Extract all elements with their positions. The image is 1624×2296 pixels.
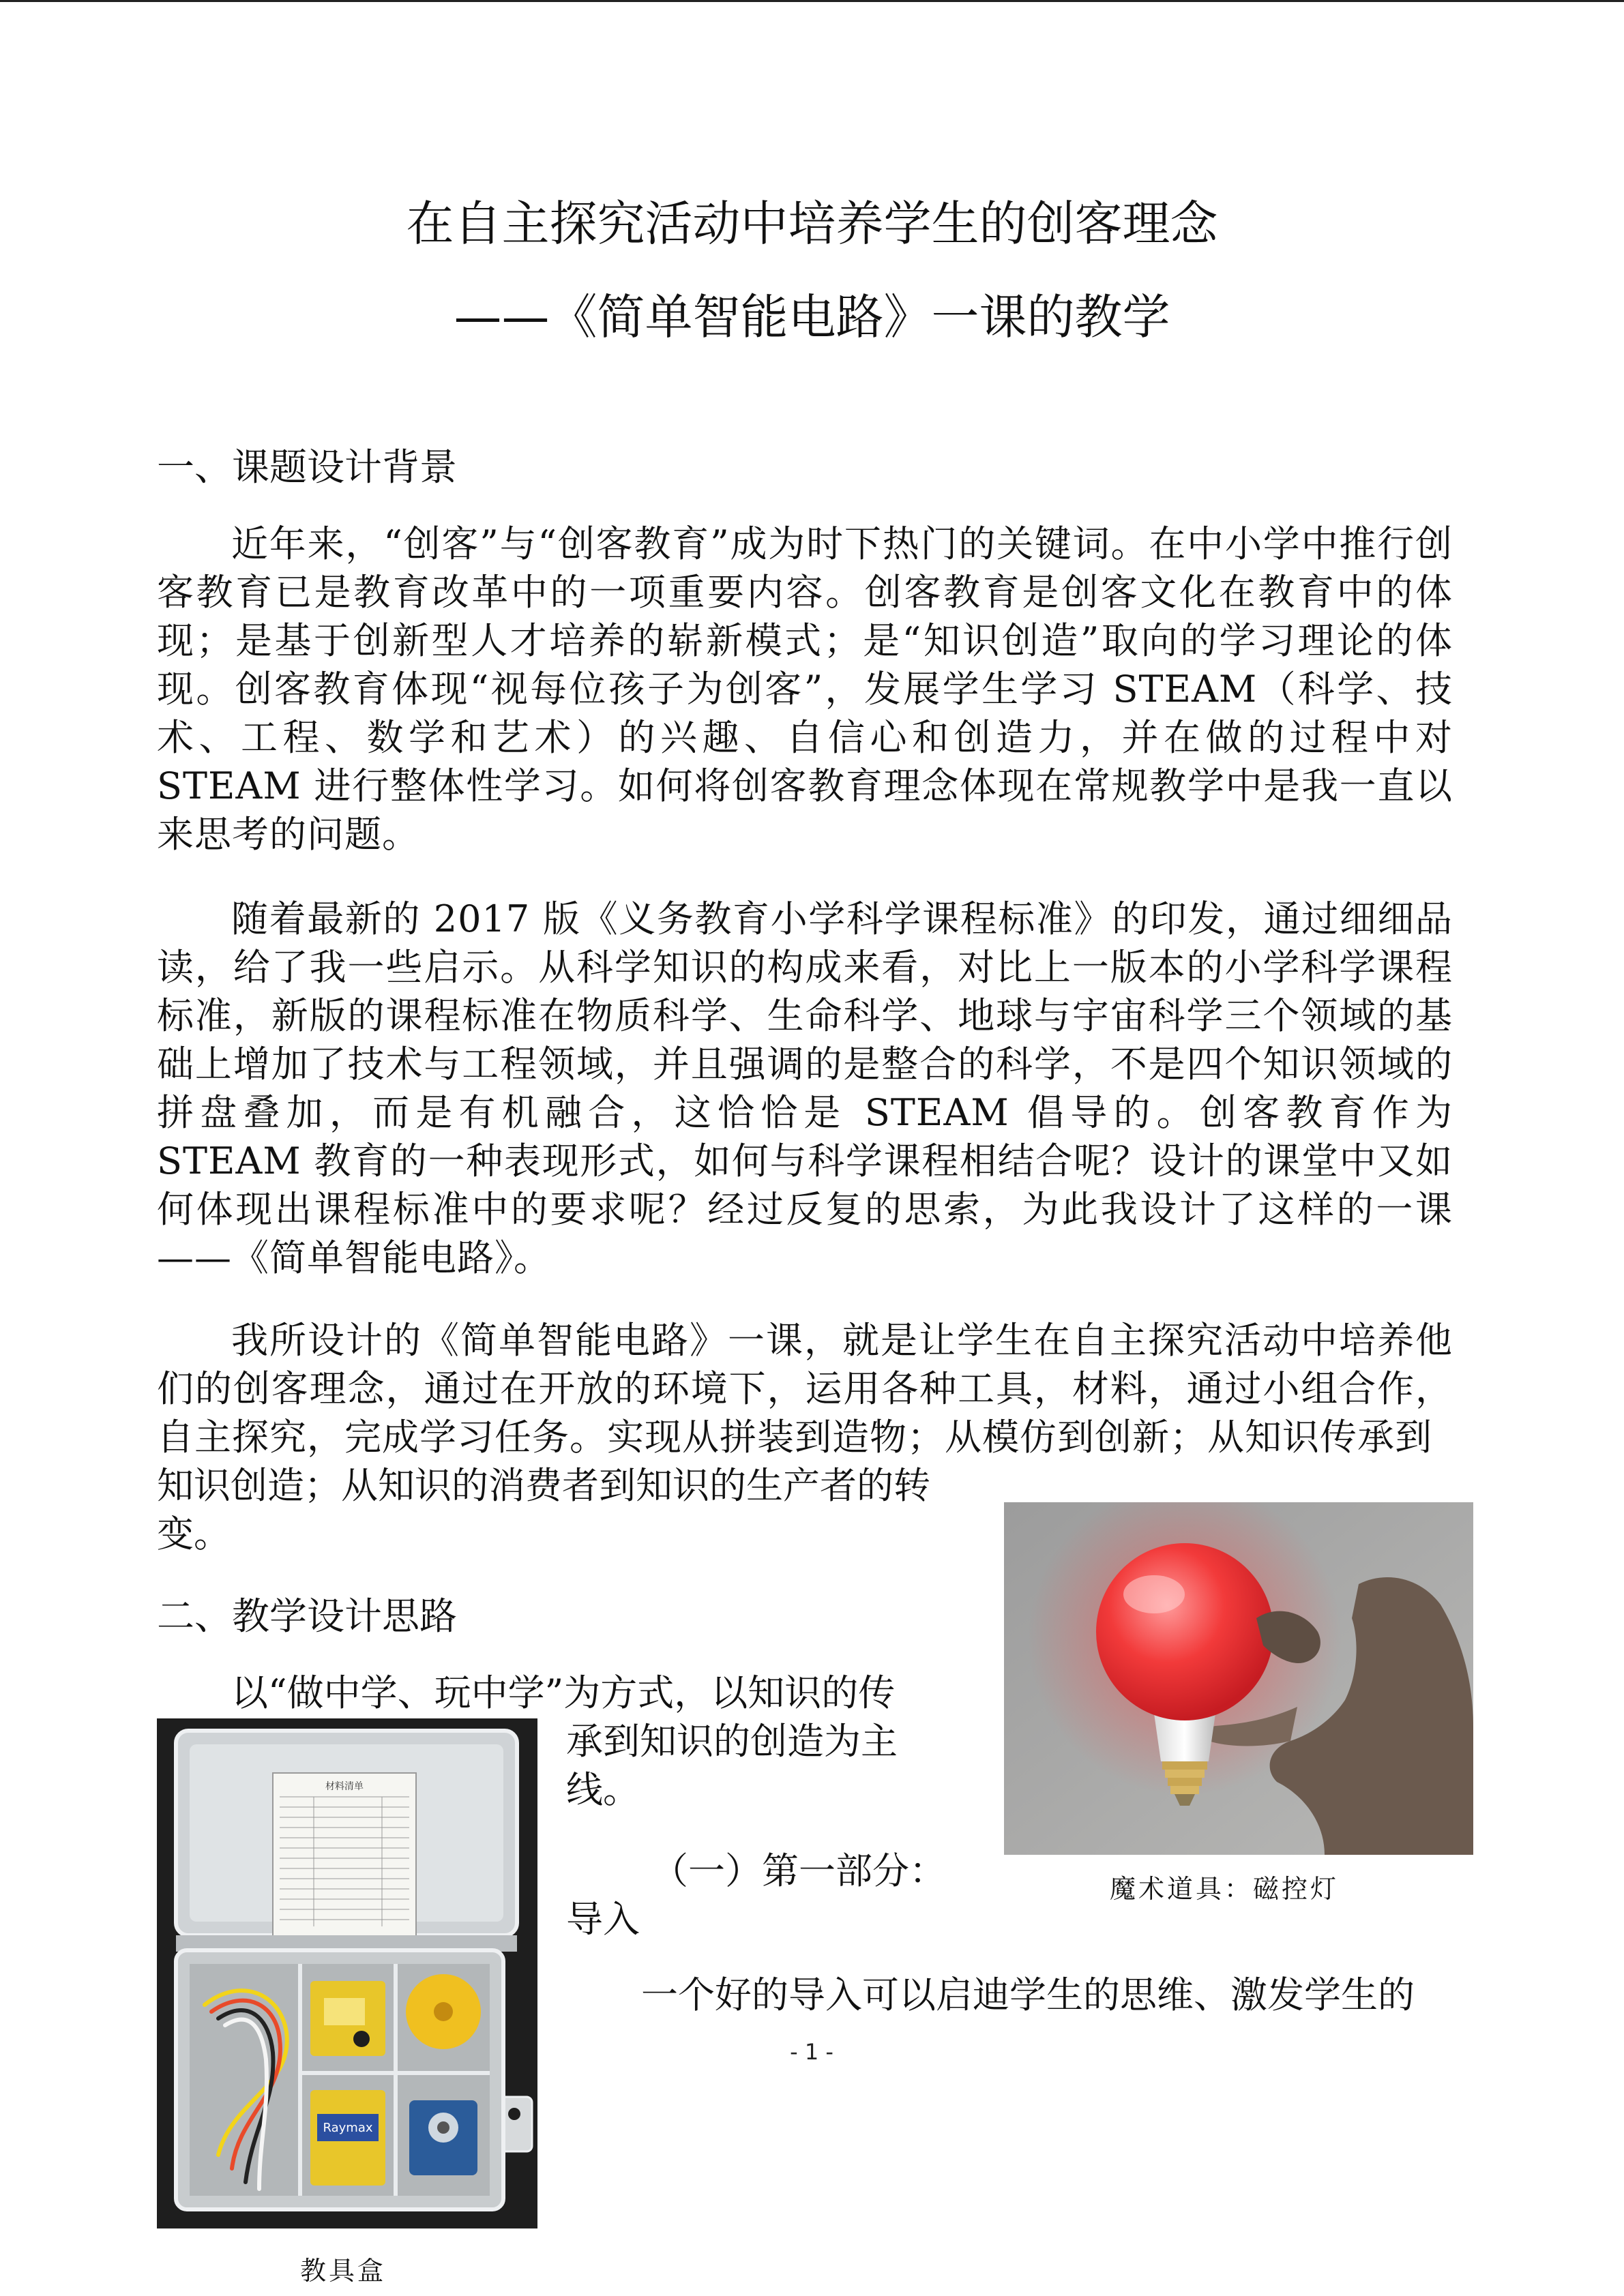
kit-caption: 教具盒: [300, 2256, 387, 2286]
document-subtitle: ——《简单智能电路》一课的教学: [454, 289, 1170, 345]
kit-box-photo: [157, 1718, 537, 2228]
document-title: 在自主探究活动中培养学生的创客理念: [406, 196, 1218, 252]
paragraph-curriculum-standard: 随着最新的 2017 版《义务教育小学科学课程标准》的印发，通过细细品读，给了我一些启示。从科学知识的构成来看，对比上一版本的小学科学课程标准，新版的课程标准在物质科学、生命科学、地球与宇宙科学三个领域的基础上增加了技术与工程领域，并且强调的是整合的科学，不是四个知识领域的拼盘叠加，而是有机融合，这恰恰是 STEAM 倡导的。创客教育作为 STEAM 教育的一种表现形式，如何与科学课程相结合呢？设计的课堂中又如何体现出课程标准中的要求呢？经过反复的思索，为此我设计了这样的一课——《简单智能电路》。: [157, 897, 1453, 1279]
approach-line-2: 承到知识的创造为主: [566, 1720, 898, 1763]
intro-paragraph-line: 一个好的导入可以启迪学生的思维、激发学生的: [641, 1973, 1415, 2016]
bulb-caption: 魔术道具：磁控灯: [1110, 1874, 1340, 1904]
page-top-border: [0, 0, 1624, 2]
paragraph-lesson-goal-line4: 知识创造；从知识的消费者到知识的生产者的转: [157, 1464, 930, 1507]
paragraph-lesson-goal: 我所设计的《简单智能电路》一课，就是让学生在自主探究活动中培养他们的创客理念，通过在开放的环境下，运用各种工具，材料，通过小组合作，自主探究，完成学习任务。实现从拼装到造物；从模仿到创新；从知识传承到: [157, 1319, 1453, 1459]
material-list-paper: [273, 1773, 416, 1937]
battery-brand-label: Raymax: [323, 2121, 373, 2135]
approach-line-3: 线。: [566, 1768, 640, 1811]
paragraph-maker-education: 近年来，“创客”与“创客教育”成为时下热门的关键词。在中小学中推行创客教育已是教育改革中的一项重要内容。创客教育是创客文化在教育中的体现；是基于创新型人才培养的崭新模式；是“知识创造”取向的学习理论的体现。创客教育体现“视每位孩子为创客”，发展学生学习 STEAM（科学、技术、工程、数学和艺术）的兴趣、自信心和创造力，并在做的过程中对 STEAM 进行整体性学习。如何将创客教育理念体现在常规教学中是我一直以来思考的问题。: [157, 522, 1453, 856]
section-heading-background: 一、课题设计背景: [157, 445, 458, 489]
part-one-heading: （一）第一部分：: [651, 1849, 946, 1892]
part-one-heading-cont: 导入: [566, 1898, 640, 1941]
page-number: - 1 -: [790, 2039, 833, 2065]
kit-box-illustration: [157, 1718, 537, 2228]
bulb-illustration: [1004, 1502, 1473, 1855]
approach-line-1: 以“做中学、玩中学”为方式，以知识的传: [231, 1671, 896, 1714]
material-list-title: 材料清单: [325, 1781, 364, 1792]
section-heading-design-approach: 二、教学设计思路: [157, 1594, 458, 1638]
paragraph-lesson-goal-line5: 变。: [157, 1512, 231, 1555]
magnetic-bulb-photo: [1004, 1502, 1473, 1855]
